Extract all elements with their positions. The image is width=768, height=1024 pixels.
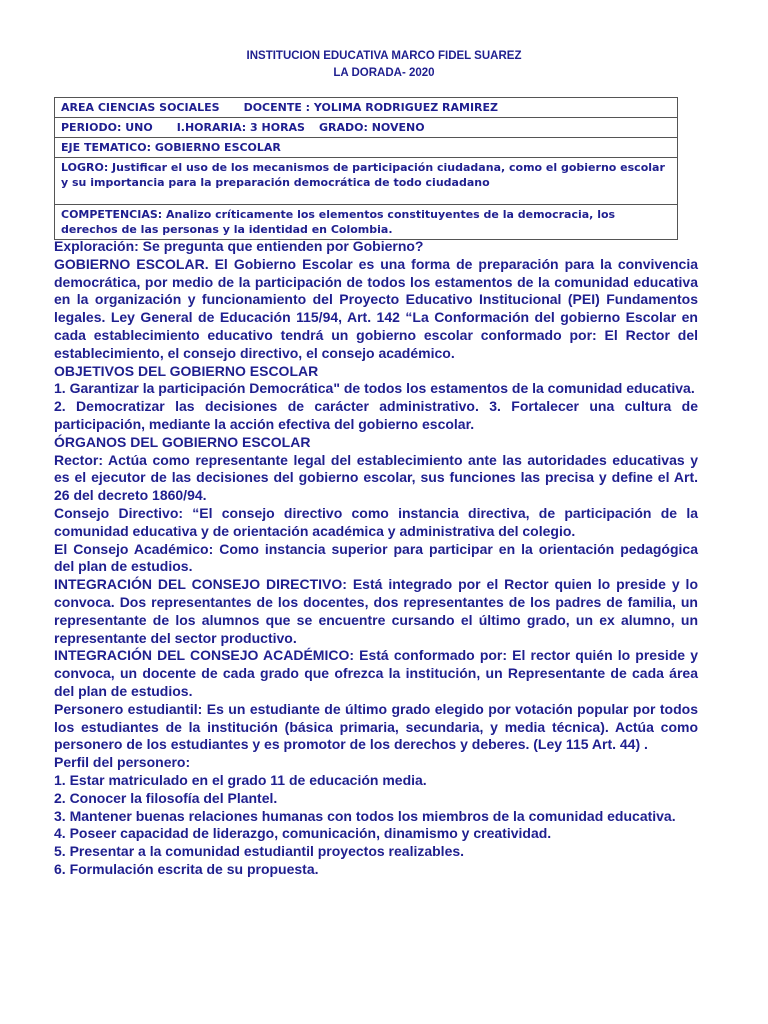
profile-item-4: 4. Poseer capacidad de liderazgo, comunicación, dinamismo y creatividad. (54, 825, 552, 842)
academic-council-paragraph: El Consejo Académico: Como instancia superior para participar en la orientación pedagógica del plan de estudios. (54, 540, 698, 575)
profile-item-1: 1. Estar matriculado en el grado 11 de educación media. (54, 771, 427, 788)
info-row-area (55, 98, 678, 118)
info-cell-area (55, 98, 678, 118)
info-row-axis (55, 138, 678, 158)
student-ombudsman-paragraph: Personero estudiantil: Es un estudiante de último grado elegido por votación popular por todos los estudiantes de la institución (básica primaria, secundaria, y media técnica). Actúa como personero de los estudiantes y es promotor de los derechos y deberes. (Ley 115 Art. 44) . (54, 700, 698, 753)
exploration-question: Exploración: Se pregunta que entienden por Gobierno? (54, 238, 424, 254)
period-label: PERIODO: UNO (61, 121, 153, 134)
teacher-label: DOCENTE : YOLIMA RODRIGUEZ RAMIREZ (243, 101, 499, 114)
competencies-label: COMPETENCIAS: (61, 208, 163, 221)
profile-item-2: 2. Conocer la filosofía del Plantel. (54, 789, 278, 806)
info-cell-competencies (55, 205, 678, 240)
profile-item-5: 5. Presentar a la comunidad estudiantil proyectos realizables. (54, 843, 465, 860)
info-cell-axis: EJE TEMATICO: GOBIERNO ESCOLAR (55, 138, 678, 158)
institution-location-year: LA DORADA- 2020 (333, 67, 435, 79)
ombudsman-profile-heading: Perfil del personero: (54, 754, 191, 771)
profile-item-6: 6. Formulación escrita de su propuesta. (54, 860, 319, 877)
directive-council-paragraph: Consejo Directivo: “El consejo directivo como instancia directiva, de participación de la comunidad educativa y de orientación académica y administrativa del colegio. (54, 504, 698, 539)
profile-item-3: 3. Mantener buenas relaciones humanas con todos los miembros de la comunidad educativa. (54, 807, 676, 824)
grade-label: GRADO: NOVENO (318, 121, 425, 134)
rector-paragraph: Rector: Actúa como representante legal del establecimiento ante las autoridades educativas y es el ejecutor de las decisiones del gobierno escolar, sus funciones las precisa y define el Art. 26 del decreto 1860/94. (54, 451, 698, 504)
document-body (54, 238, 698, 879)
info-row-goal (55, 158, 678, 205)
organs-heading: ÓRGANOS DEL GOBIERNO ESCOLAR (54, 433, 311, 450)
info-row-competencies (55, 205, 678, 240)
info-cell-goal (55, 158, 678, 205)
info-cell-period (55, 118, 678, 138)
competencies-text: Analizo críticamente los elementos constituyentes de la democracia, los derechos de las personas y la identidad en Colombia. (61, 208, 616, 236)
academic-council-integration: INTEGRACIÓN DEL CONSEJO ACADÉMICO: Está conformado por: El rector quién lo preside y convoca, un docente de cada grado que ofrezca la institución, un Representante de cada área del plan de estudios. (54, 647, 698, 699)
goal-text: Justificar el uso de los mecanismos de participación ciudadana, como el gobierno escolar y su importancia para la preparación democrática de todo ciudadano (61, 161, 665, 189)
goal-label: LOGRO: (61, 161, 109, 174)
directive-council-integration: INTEGRACIÓN DEL CONSEJO DIRECTIVO: Está integrado por el Rector quien lo preside y lo convoca. Dos representantes de los docentes, dos representantes de los padres de familia, un representante de los alumnos que se encuentre cursando el último grado, un ex alumno, un representante del sector productivo. (54, 576, 698, 646)
objectives-heading: OBJETIVOS DEL GOBIERNO ESCOLAR (54, 362, 319, 379)
objectives-2-3: 2. Democratizar las decisiones de carácter administrativo. 3. Fortalecer una cultura de participación, mediante la acción efectiva del gobierno escolar. (54, 398, 698, 432)
document-header (0, 48, 768, 82)
objective-1: 1. Garantizar la participación Democrática" de todos los estamentos de la comunidad educativa. (54, 380, 695, 397)
area-label: AREA CIENCIAS SOCIALES (61, 101, 220, 114)
school-government-definition: GOBIERNO ESCOLAR. El Gobierno Escolar es una forma de preparación para la convivencia democrática, por medio de la participación de todos los estamentos de la comunidad educativa en la organización y funcionamiento del Proyecto Educativo Institucional (PEI) Fundamentos legales. Ley General de Educación 115/94, Art. 142 “La Conformación del gobierno Escolar en cada establecimiento educativo tendrá un gobierno escolar conformado por: El Rector del establecimiento, el consejo directivo, el consejo académico. (54, 255, 698, 361)
hours-label: I.HORARIA: 3 HORAS (176, 121, 305, 134)
institution-name: INSTITUCION EDUCATIVA MARCO FIDEL SUAREZ (246, 50, 522, 62)
info-row-period (55, 118, 678, 138)
course-info-table (54, 97, 678, 240)
